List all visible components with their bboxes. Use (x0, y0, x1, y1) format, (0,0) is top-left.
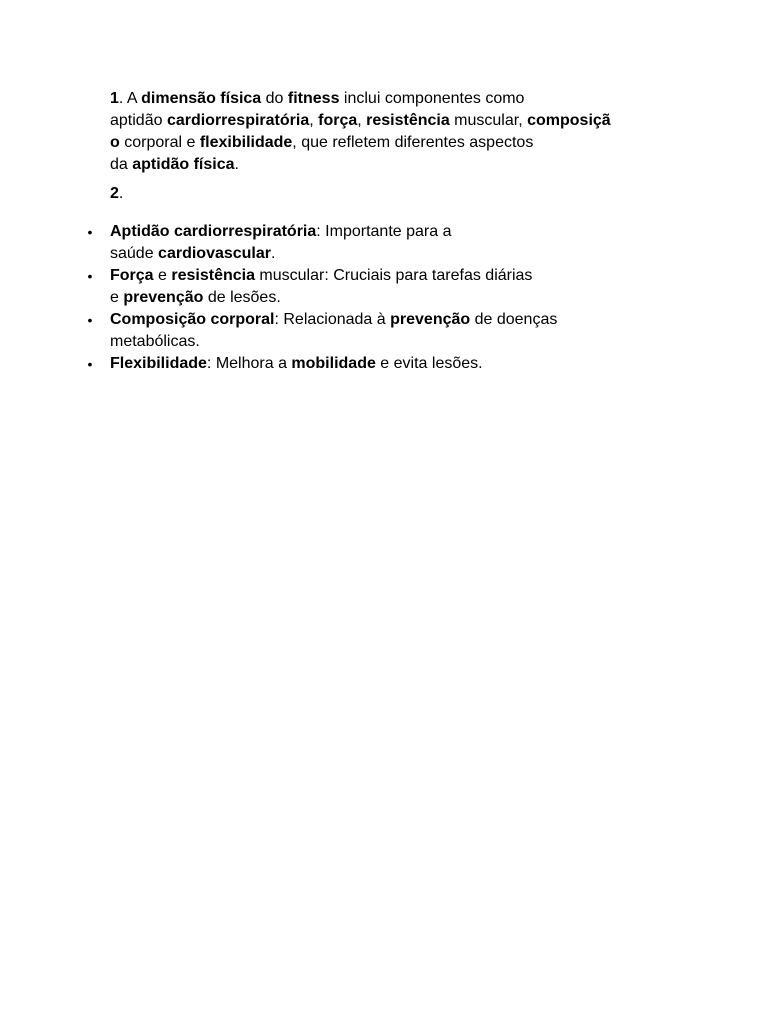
text-run: : Importante para a (316, 223, 452, 240)
list-item-line (110, 243, 768, 265)
bold-term: composiçã (527, 112, 611, 129)
list-item (0, 265, 768, 309)
list-item-line (110, 309, 768, 331)
bold-term: cardiorrespiratória (166, 112, 310, 129)
text-run: aptidão (110, 112, 167, 129)
list-item-line (110, 353, 768, 375)
list-item-line (110, 221, 768, 243)
text-run: muscular: Cruciais para tarefas diárias (254, 267, 533, 284)
text-run: inclui componentes como (339, 90, 525, 107)
text-run: . A (118, 90, 142, 107)
text-run: da (110, 156, 133, 173)
paragraph-1-line-3 (110, 132, 670, 154)
bold-term: prevenção (390, 311, 471, 328)
bold-term: cardiovascular (158, 245, 271, 262)
bold-term: prevenção (123, 289, 204, 306)
item-number: 2 (110, 185, 119, 202)
bold-term: aptidão física (132, 156, 235, 173)
text-run: . (234, 156, 239, 173)
text-run: e (153, 267, 172, 284)
bullet-list (0, 221, 768, 375)
list-item-line (110, 287, 768, 309)
paragraph-1 (110, 88, 670, 176)
paragraph-2 (110, 183, 670, 205)
text-run: : Relacionada à (274, 311, 391, 328)
text-run: muscular, (449, 112, 528, 129)
text-run: do (261, 90, 288, 107)
text-run: , (357, 112, 367, 129)
text-run: : Melhora a (206, 355, 292, 372)
bold-term: Força (110, 267, 154, 284)
text-run: , que refletem diferentes aspectos (292, 134, 534, 151)
bold-term: fitness (287, 90, 340, 107)
text-run: e (110, 289, 124, 306)
bullet-icon: • (87, 356, 93, 372)
bold-term: o (110, 134, 120, 151)
bullet-icon: • (87, 224, 93, 240)
paragraph-1-line-4 (110, 154, 670, 176)
bold-term: Composição corporal (110, 311, 275, 328)
text-run: metabólicas. (110, 333, 200, 350)
list-item-line (110, 331, 768, 353)
bold-term: Aptidão cardiorrespiratória (110, 223, 317, 240)
text-run: e evita lesões. (375, 355, 483, 372)
item-number: 1 (110, 90, 119, 107)
bullet-icon: • (87, 312, 93, 328)
text-run: de doenças (470, 311, 558, 328)
text-run: de lesões. (203, 289, 281, 306)
list-item (0, 353, 768, 375)
paragraph-1-line-1 (110, 88, 670, 110)
bold-term: mobilidade (291, 355, 376, 372)
list-item-line (110, 265, 768, 287)
bold-term: flexibilidade (199, 134, 293, 151)
text-run: . (271, 245, 276, 262)
bold-term: resistência (171, 267, 255, 284)
text-run: , (309, 112, 319, 129)
bold-term: força (318, 112, 358, 129)
bold-term: Flexibilidade (110, 355, 207, 372)
bold-term: resistência (366, 112, 450, 129)
paragraph-1-line-2 (110, 110, 670, 132)
list-item (0, 309, 768, 353)
bold-term: dimensão física (141, 90, 262, 107)
text-run: corporal e (119, 134, 200, 151)
bullet-icon: • (87, 268, 93, 284)
text-run: saúde (110, 245, 159, 262)
text-run: . (118, 185, 124, 202)
list-item (0, 221, 768, 265)
paragraph-2-line-1 (110, 183, 670, 205)
